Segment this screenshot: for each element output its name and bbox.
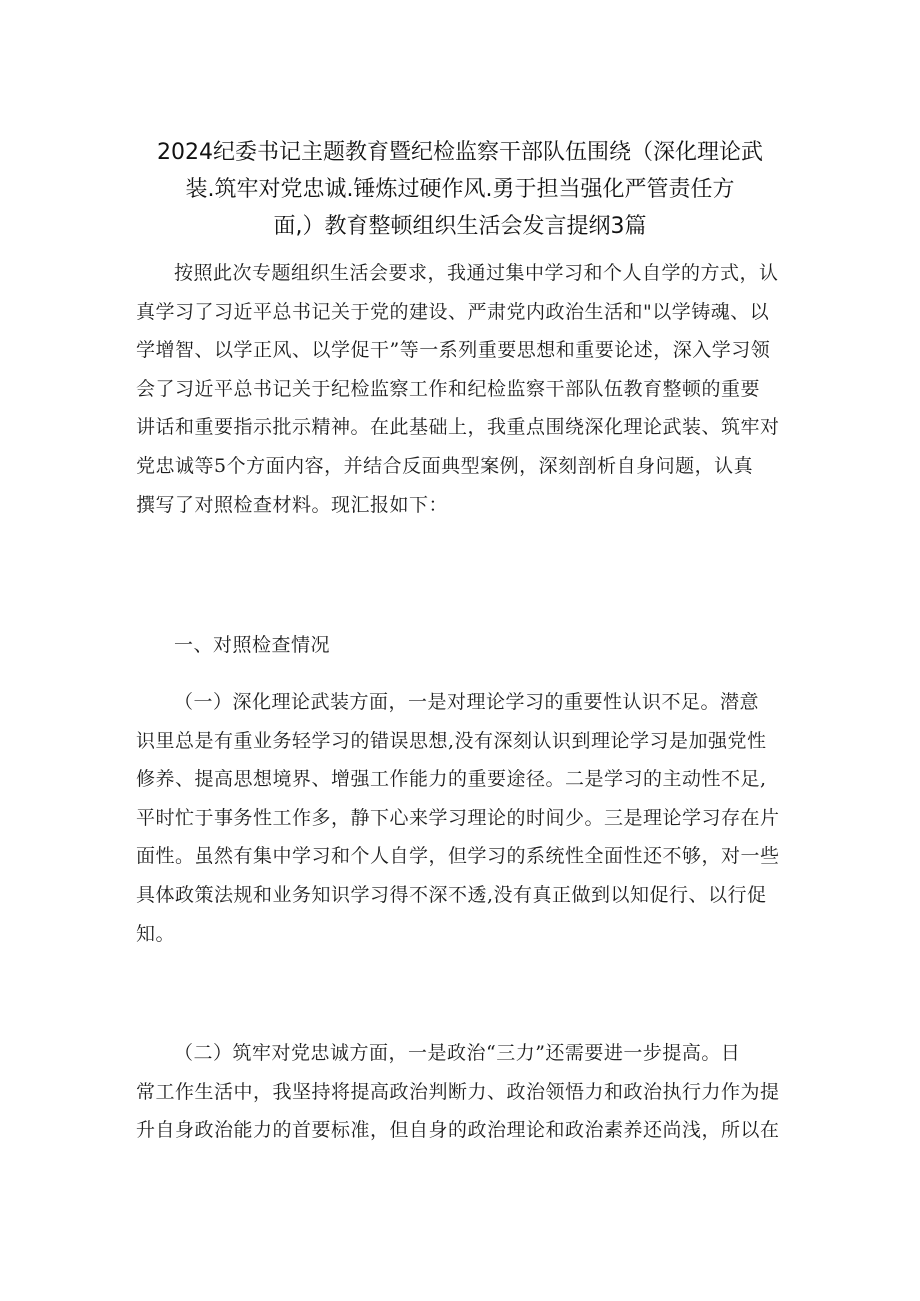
paragraph-line: 平时忙于事务性工作多，静下心来学习理论的时间少。三是理论学习存在片	[136, 806, 780, 829]
paragraph-line: 常工作生活中，我坚持将提高政治判断力、政治领悟力和政治执行力作为提	[136, 1080, 780, 1103]
paragraph-line: 学增智、以学正风、以学促干”等一系列重要思想和重要论述，深入学习领	[136, 339, 771, 362]
paragraph-line: 会了习近平总书记关于纪检监察工作和纪检监察干部队伍教育整顿的重要	[136, 377, 761, 400]
title-line: 2024纪委书记主题教育暨纪检监察干部队伍围绕（深化理论武	[157, 140, 763, 165]
intro-paragraph	[136, 254, 796, 524]
document-title	[140, 134, 780, 245]
item-two-paragraph	[136, 1034, 796, 1150]
title-line: 面,）教育整顿组织生活会发言提纲3篇	[273, 214, 647, 239]
paragraph-line: 讲话和重要指示批示精神。在此基础上，我重点围绕深化理论武装、筑牢对	[136, 416, 780, 439]
title-line: 装.筑牢对党忠诚.锤炼过硬作风.勇于担当强化严管责任方	[185, 177, 735, 202]
item-one-paragraph	[136, 683, 796, 953]
section-heading-text: 一、对照检查情况	[174, 634, 331, 656]
paragraph-line: 党忠诚等5个方面内容，并结合反面典型案例，深刻剖析自身问题，认真	[136, 454, 754, 477]
paragraph-line: 真学习了习近平总书记关于党的建设、严肃党内政治生活和"以学铸魂、以	[136, 300, 770, 323]
paragraph-line: （二）筑牢对党忠诚方面，一是政治“三力”还需要进一步提高。日	[174, 1042, 741, 1064]
paragraph-line: 修养、提高思想境界、增强工作能力的重要途径。二是学习的主动性不足,	[136, 768, 767, 791]
paragraph-line: 升自身政治能力的首要标准，但自身的政治理论和政治素养还尚浅，所以在	[136, 1119, 780, 1142]
paragraph-line: （一）深化理论武装方面，一是对理论学习的重要性认识不足。潜意	[174, 691, 760, 713]
paragraph-line: 按照此次专题组织生活会要求，我通过集中学习和个人自学的方式，认	[174, 262, 779, 284]
paragraph-line: 具体政策法规和业务知识学习得不深不透,没有真正做到以知促行、以行促	[136, 883, 767, 906]
paragraph-line: 知。	[136, 922, 176, 945]
paragraph-line: 撰写了对照检查材料。现汇报如下：	[136, 493, 449, 516]
paragraph-line: 面性。虽然有集中学习和个人自学，但学习的系统性全面性还不够，对一些	[136, 845, 780, 868]
paragraph-line: 识里总是有重业务轻学习的错误思想,没有深刻认识到理论学习是加强党性	[136, 729, 767, 752]
section-heading	[136, 626, 796, 665]
